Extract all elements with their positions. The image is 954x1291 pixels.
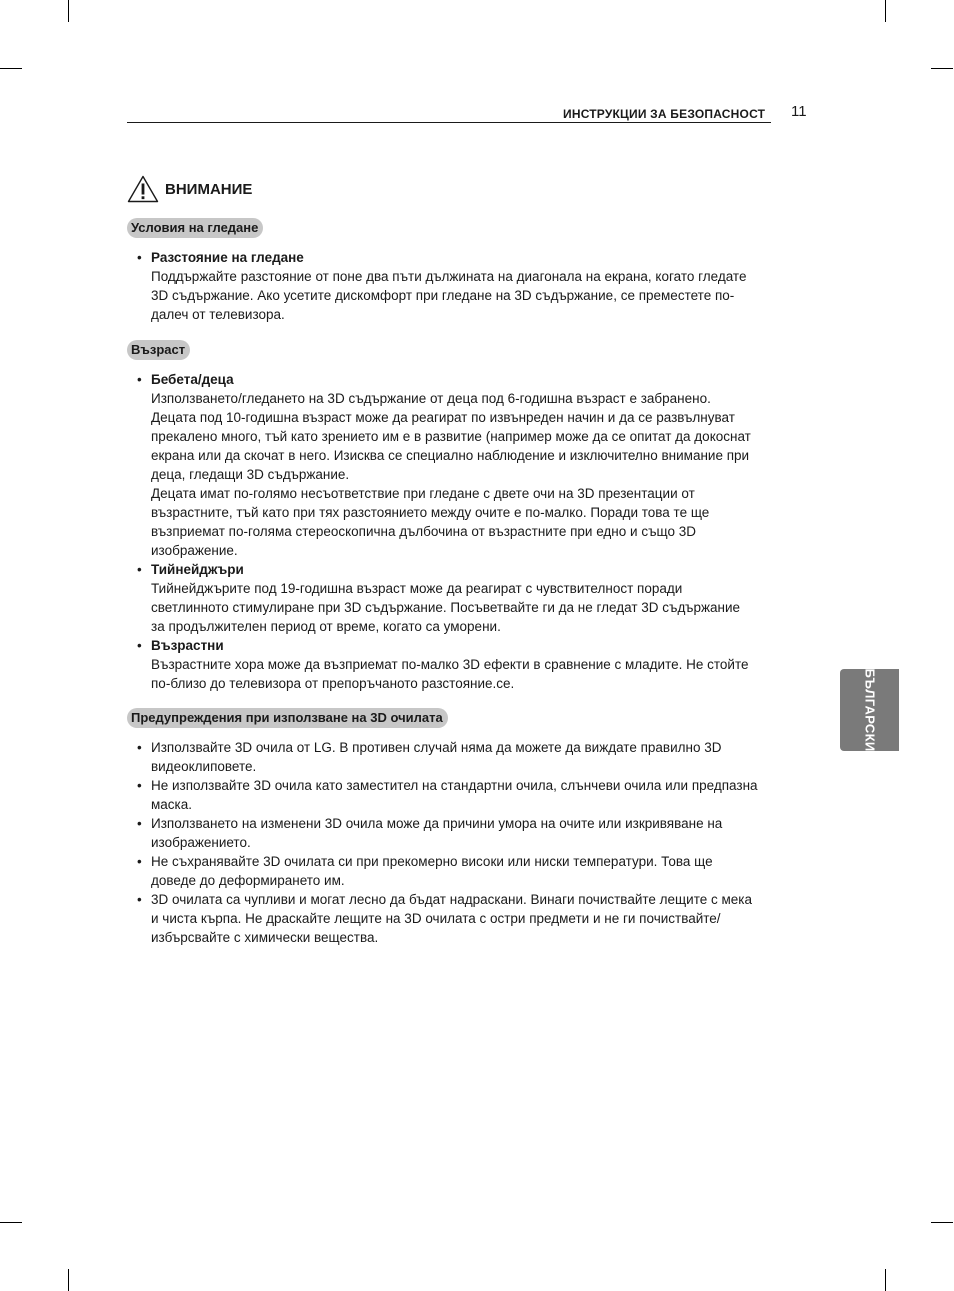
bullet-icon: • bbox=[137, 854, 142, 869]
caution-heading bbox=[127, 175, 252, 203]
text-line: избърсвайте с химически вещества. bbox=[151, 930, 379, 945]
crop-mark bbox=[931, 1222, 953, 1223]
section-age bbox=[137, 370, 807, 693]
list-item bbox=[137, 560, 807, 636]
text-line: деца, гледащи 3D съдържание. bbox=[151, 467, 350, 482]
language-tab-label: БЪЛГАРСКИ bbox=[862, 668, 877, 752]
list-item bbox=[137, 738, 807, 776]
text-line: възрастните, тъй като при тях разстоянието между очите е по-малко. Поради това те ще bbox=[151, 505, 710, 520]
text-line: възприемат по-голяма стереоскопична дълбочина от възрастните при едно и също 3D bbox=[151, 524, 696, 539]
text-line: Използването/гледането на 3D съдържание от деца под 6-годишна възраст е забранено. bbox=[151, 391, 711, 406]
section-3d-glasses-warnings bbox=[137, 738, 807, 947]
text-line: прекалено много, тъй като зрението им е в развитие (например може да се опитат да докоснат bbox=[151, 429, 751, 444]
text-line: екрана или да скочат в него. Изисква се специално наблюдение и изключително внимание при bbox=[151, 448, 750, 463]
list-item bbox=[137, 890, 807, 947]
item-title: Бебета/деца bbox=[151, 372, 234, 387]
warning-triangle-icon bbox=[127, 175, 159, 203]
bullet-icon: • bbox=[137, 778, 142, 793]
section-heading-3d-glasses-warnings: Предупреждения при използване на 3D очилата bbox=[127, 708, 448, 728]
crop-mark bbox=[0, 1222, 22, 1223]
text-line: видеоклиповете. bbox=[151, 759, 257, 774]
text-line: Децата под 10-годишна възраст може да реагират по извънреден начин и да се развълнуват bbox=[151, 410, 735, 425]
text-line: доведе до деформирането им. bbox=[151, 873, 345, 888]
header-rule bbox=[127, 122, 771, 123]
text-line: и чиста кърпа. Не драскайте лещите на 3D очилата с остри предмети и не ги почиствайте/ bbox=[151, 911, 721, 926]
item-title: Тийнейджъри bbox=[151, 562, 244, 577]
bullet-icon: • bbox=[137, 892, 142, 907]
caution-label: ВНИМАНИЕ bbox=[165, 180, 253, 198]
text-line: за продължителен период от време, когато са уморени. bbox=[151, 619, 501, 634]
item-title: Възрастни bbox=[151, 638, 224, 653]
bullet-icon: • bbox=[137, 638, 142, 653]
text-line: Използвайте 3D очила от LG. В противен случай няма да можете да виждате правилно 3D bbox=[151, 740, 722, 755]
text-line: светлинното стимулиране при 3D съдържание. Посъветвайте ги да не гледат 3D съдържание bbox=[151, 600, 741, 615]
text-line: маска. bbox=[151, 797, 193, 812]
text-line: Не използвайте 3D очила като заместител на стандартни очила, слънчеви очила или предпазна bbox=[151, 778, 758, 793]
crop-mark bbox=[68, 1269, 69, 1291]
running-header-title: ИНСТРУКЦИИ ЗА БЕЗОПАСНОСТ bbox=[563, 107, 766, 121]
crop-mark bbox=[931, 68, 953, 69]
bullet-icon: • bbox=[137, 740, 142, 755]
text-line: 3D очилата са чупливи и могат лесно да бъдат надраскани. Винаги почиствайте лещите с мека bbox=[151, 892, 752, 907]
list-item bbox=[137, 370, 807, 560]
bullet-icon: • bbox=[137, 372, 142, 387]
crop-mark bbox=[68, 0, 69, 22]
section-viewing-conditions bbox=[137, 248, 807, 324]
bullet-icon: • bbox=[137, 816, 142, 831]
list-item bbox=[137, 852, 807, 890]
text-line: Децата имат по-голямо несъответствие при гледане с двете очи на 3D презентации от bbox=[151, 486, 695, 501]
bullet-icon: • bbox=[137, 562, 142, 577]
crop-mark bbox=[0, 68, 22, 69]
crop-mark bbox=[885, 0, 886, 22]
list-item bbox=[137, 776, 807, 814]
text-line: изображение. bbox=[151, 543, 238, 558]
crop-mark bbox=[885, 1269, 886, 1291]
text-line: Използването на изменени 3D очила може да причини умора на очите или изкривяване на bbox=[151, 816, 723, 831]
list-item bbox=[137, 814, 807, 852]
text-line: Не съхранявайте 3D очилата си при прекомерно високи или ниски температури. Това ще bbox=[151, 854, 713, 869]
text-line: далеч от телевизора. bbox=[151, 307, 285, 322]
text-line: по-близо до телевизора от препоръчаното разстояние.се. bbox=[151, 676, 515, 691]
text-line: Тийнейджърите под 19-годишна възраст може да реагират с чувствителност поради bbox=[151, 581, 683, 596]
text-line: изображението. bbox=[151, 835, 251, 850]
text-line: Поддържайте разстояние от поне два пъти дължината на диагонала на екрана, когато гледате bbox=[151, 269, 747, 284]
text-line: 3D съдържание. Ако усетите дискомфорт при гледане на 3D съдържание, се преместете по- bbox=[151, 288, 735, 303]
item-title: Разстояние на гледане bbox=[151, 250, 304, 265]
language-side-tab bbox=[840, 669, 899, 751]
section-heading-viewing-conditions: Условия на гледане bbox=[127, 218, 263, 238]
section-heading-age: Възраст bbox=[127, 340, 190, 360]
page-number: 11 bbox=[791, 103, 807, 120]
text-line: Възрастните хора може да възприемат по-малко 3D ефекти в сравнение с младите. Не стойте bbox=[151, 657, 749, 672]
list-item bbox=[137, 636, 807, 693]
list-item bbox=[137, 248, 807, 324]
bullet-icon: • bbox=[137, 250, 142, 265]
